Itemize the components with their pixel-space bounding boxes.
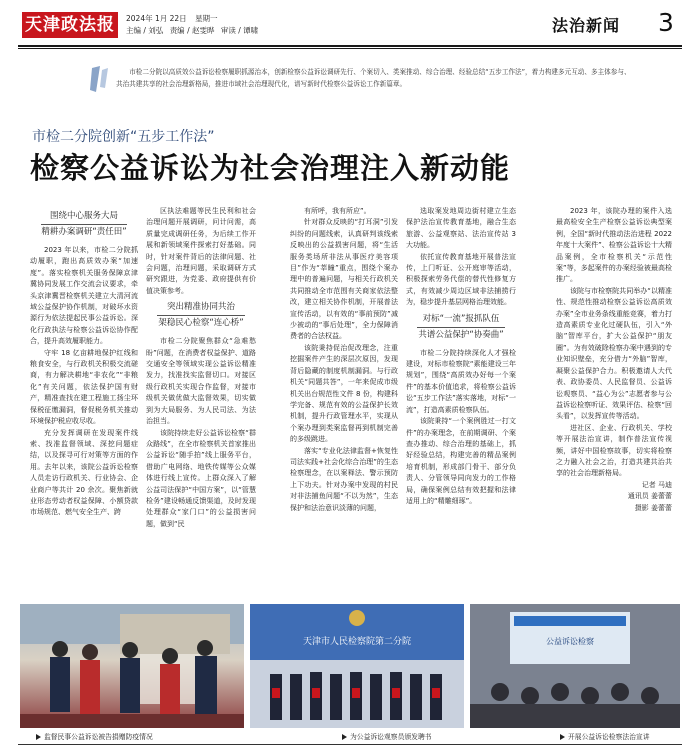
byline (556, 480, 672, 514)
subheading-1-line2: 精耕办案调研“责任田” (41, 227, 127, 237)
paragraph: 该院持续走好公益诉讼检察“群众路线”，在全市检察机关首家推出公益诉讼“随手拍”线上服务平台，借助广电网络、地铁传媒等公众媒体进行线上宣传。上群众深入了解公益司法保护“中国方案”，以“管慧检务”建设畅通反馈渠道，及时发现处理群众“家门口”的公益损害问题，做到“民 (146, 428, 256, 528)
photo-observer-appointment (250, 604, 464, 728)
photo-1-illustration (20, 604, 244, 728)
subheading-divider (157, 315, 245, 316)
photo-2-illustration (250, 604, 464, 728)
chief-editor: 主编 / 刘弘 (126, 26, 164, 35)
article-headline: 检察公益诉讼为社会治理注入新动能 (30, 151, 511, 185)
editor-line (126, 25, 262, 36)
paragraph: 市检二分院聚焦群众“急难愁盼”问题，在消费者权益保护、道路交通安全等领域实现公益诉讼精准发力，找准找实监督切口。对接区级行政机关实现合作监督，对接市级机关做优做大监督效果，切实做到为大局服务、为人民司法、为法治担当。 (146, 337, 256, 426)
masthead (0, 0, 700, 48)
subheading-1-line1: 围绕中心服务大局 (49, 211, 118, 221)
page-number: 3 (658, 8, 674, 37)
caption-arrow-icon (560, 734, 565, 740)
paragraph: 2023 年，该院办理的案件入选最高检安全生产检察公益诉讼典型案例，全国“新时代推动法治进程 2022 年度十大案件”、检察公益诉讼十大精品案例，全市检察机关“示范性案”等，多起案件的办案经验被最高检推广。 (556, 207, 672, 284)
subheading-3-line2: 共谱公益保护“协奏曲” (418, 329, 504, 340)
byline-correspondent: 通讯员 姜蕾蕾 (627, 492, 672, 501)
subheading-3-line1: 对标“一流”报抓队伍 (422, 313, 500, 324)
quote-icon (88, 64, 112, 94)
byline-reporter: 记者 马迪 (641, 480, 672, 489)
photo-donation-supervision (20, 604, 244, 728)
article-column-1 (30, 206, 138, 582)
paragraph: 2023 年以来，市检二分院抓动履职，跑出高质效办案“加速度”。落实检察机关服务保障京津冀协同发展工作交流会议要求，牵头京津冀晋检察机关建立大清河流域公益保护协作机制，对破坏水资源行为依法提起民事公益诉讼。深化行政执法与检察公益诉讼协作配合，提升高效履职能力。 (30, 246, 138, 346)
paragraph: 针对群众反映的“打耳洞”引发纠纷的问题线索，认真研判该线索反映出的公益损害问题，将“生活服务类场所非法从事医疗美容项目”作为“莘瞳”重点，围绕个案办理中的普遍问题，与相关行政机关共同推动全市范围有关商家依法整改，建立相关协作机制，开展普法宣传活动，以有效的“事前预防”减少被动的“事后处理”，全力保障消费者的合法权益。 (290, 218, 398, 341)
article-column-5 (556, 206, 672, 582)
paper-logo: 天津政法报 (22, 12, 118, 38)
section-title: 法治新闻 (552, 16, 621, 35)
paragraph: 有所呼，我有所应”。 (304, 207, 371, 215)
photo-legal-lecture (470, 604, 680, 728)
paragraph: 该院秉持促治促改理念，注重挖掘案件产生的深层次原因，发现背后隐藏的制度机制漏洞。与行政机关“同题共答”，一年来促成市级机关出台规范性文件 8 份，构建科学完备、规范有效的公益保护长效机制，提升行政管理水平，实现从个案办理到类案监督再到机制完善的多级跳进。 (290, 343, 398, 444)
caption-3: 开展公益诉讼检察法治宣讲 (560, 731, 650, 741)
paragraph: 该院与市检察院共同举办“以精准性、规范性推动检察公益诉讼高质效办案”全市业务条线重能竞赛，着力打造高素质专业化过硬队伍，引入“外脑”智库平台，扩大公益保护“朋友圈”。为有效破除检察办案中遇到的专业知识壁垒，充分借力“外脑”智库，凝聚公益保护合力。积极邀请人大代表、政协委员、人民监督员、公益诉讼观察员、“益心为公”志愿者参与公益诉讼检察听证、效果评估、检察“回头看”，以发挥宣传等活动。 (556, 286, 672, 421)
paragraph: 进社区、企业、行政机关、学校等开展法治宣讲，制作普法宣传视频，讲好中国检察故事，切实将检察之力融入社会之治，打造共建共治共享的社会治理新格局。 (556, 423, 672, 478)
subheading-2 (146, 301, 256, 330)
screen-text: 公益诉讼检察 (546, 637, 594, 646)
subheading-2-line1: 突出精准协同共治 (166, 302, 235, 313)
paragraph: 市检二分院持续深化人才强检建设，对标市检察院“素能建设三年规划”，围绕“高质效办好每一个案件”的基本价值追求，将检察公益诉讼“五步工作法”落实落地，对标“一流”，打造高素质检察队伍。 (406, 348, 516, 414)
issue-date: 2024年 1月 22日 (126, 14, 187, 23)
weekday: 星期一 (195, 14, 218, 23)
paragraph: 区执法难题等民生民利和社会治理问题开展调研，问计问需，高质量完成调研任务，为后续工作开展和新领域案件探索打好基础。同时，针对案件背后的法律问题、社会问题，治理问题，采取调研方式研究跟进，为党委、政府提供有价值决策参考。 (146, 207, 256, 295)
subheading-3 (406, 313, 516, 342)
byline-photographer: 摄影 姜蕾蕾 (634, 503, 672, 512)
subheading-2-line2: 架稳民心检察“连心桥” (158, 318, 244, 329)
paragraph: 依托宣传教育基地开展普法宣传，上门听证、公开庭审等活动，积极探索劳务代偿的替代性修复方式，有效减少周边区域非法捕捞行为，稳步提升基层网格治理效能。 (406, 252, 516, 307)
paragraph: 守牢 18 亿亩耕地保护红线和粮食安全，与行政机关积极交流磋商，有力解决耕地“非农化”“非粮化”有关问题，依法保护国有财产，精准查找在建工程施工扬尘环保税征缴漏洞，督促税务机关推动环境保护税应收尽收。 (30, 348, 138, 426)
caption-arrow-icon (342, 734, 347, 740)
paragraph: 该院秉持“一个案例胜过一打文件”的办案理念，在前期调研、个案查办推动、综合治理的基础上，抓好经验总结，构建完善的精品案例培育机制，形成部门骨干、部分负责人、分管领导同向发力的工作格局，确保案例总结有效把握和法律适用上的“精雕细琢”。 (406, 417, 516, 505)
proofreader: 审读 / 谭啸 (220, 26, 259, 35)
header-rule-thin (18, 48, 682, 49)
caption-arrow-icon (36, 734, 41, 740)
article-column-3 (290, 206, 398, 582)
subheading-divider (417, 327, 505, 328)
summary-text: 市检二分院以高质效公益诉讼检察履职抓源治本，创新检察公益诉讼调研先行、个案切入、类案推动、综合治理、经验总结“五步工作法”，着力构建多元互动、多主体参与、共治共建共享的社会治理新格局，推进市域社会治理现代化，谱写新时代检察公益诉讼工作新篇章。 (116, 68, 631, 88)
paragraph: 落实“专业化法律监督+恢复性司法实践+社会化综合治理”的生态检察理念，在以案释法、警示预防上下功夫。针对办案中发现的村民对非法捕鱼问题“不以为然”，生态保护和法治意识淡薄的问题， (290, 446, 398, 512)
date-line (126, 13, 224, 24)
header-rule (18, 45, 682, 47)
caption-1: 监督民事公益诉讼被告捐赠防疫情况 (36, 731, 153, 741)
paragraph: 选取案发地周边街村建立生态保护法治宣传教育基地，融合生态旅游、公益观察站、法治宣传站 3 大功能。 (406, 207, 516, 250)
article-kicker: 市检二分院创新“五步工作法” (32, 129, 215, 145)
banner-text: 天津市人民检察院第二分院 (302, 637, 412, 647)
photo-3-illustration (470, 604, 680, 728)
photo-strip (20, 604, 680, 728)
photo-captions (20, 731, 680, 745)
lead-summary (76, 60, 636, 110)
subheading-divider (41, 224, 127, 225)
footer-rule (18, 744, 682, 745)
article-column-4 (406, 206, 516, 582)
article-column-2 (146, 206, 256, 582)
paragraph: 充分发挥调研在发现案件线索、找准监督领域、深挖问题症结，以及探寻可行对策等方面的作用。去年以来，该院公益诉讼检察人员走访行政机关、行业协会、企业商户等共计 20 余次。聚焦新就业形态劳动者权益保障、小额贷款市场规范、燃气安全生产、跨 (30, 428, 138, 517)
subheading-1 (30, 210, 138, 239)
caption-2: 为公益诉讼观察员颁发聘书 (342, 731, 432, 741)
duty-editor: 责编 / 赵雯晔 (169, 26, 215, 35)
